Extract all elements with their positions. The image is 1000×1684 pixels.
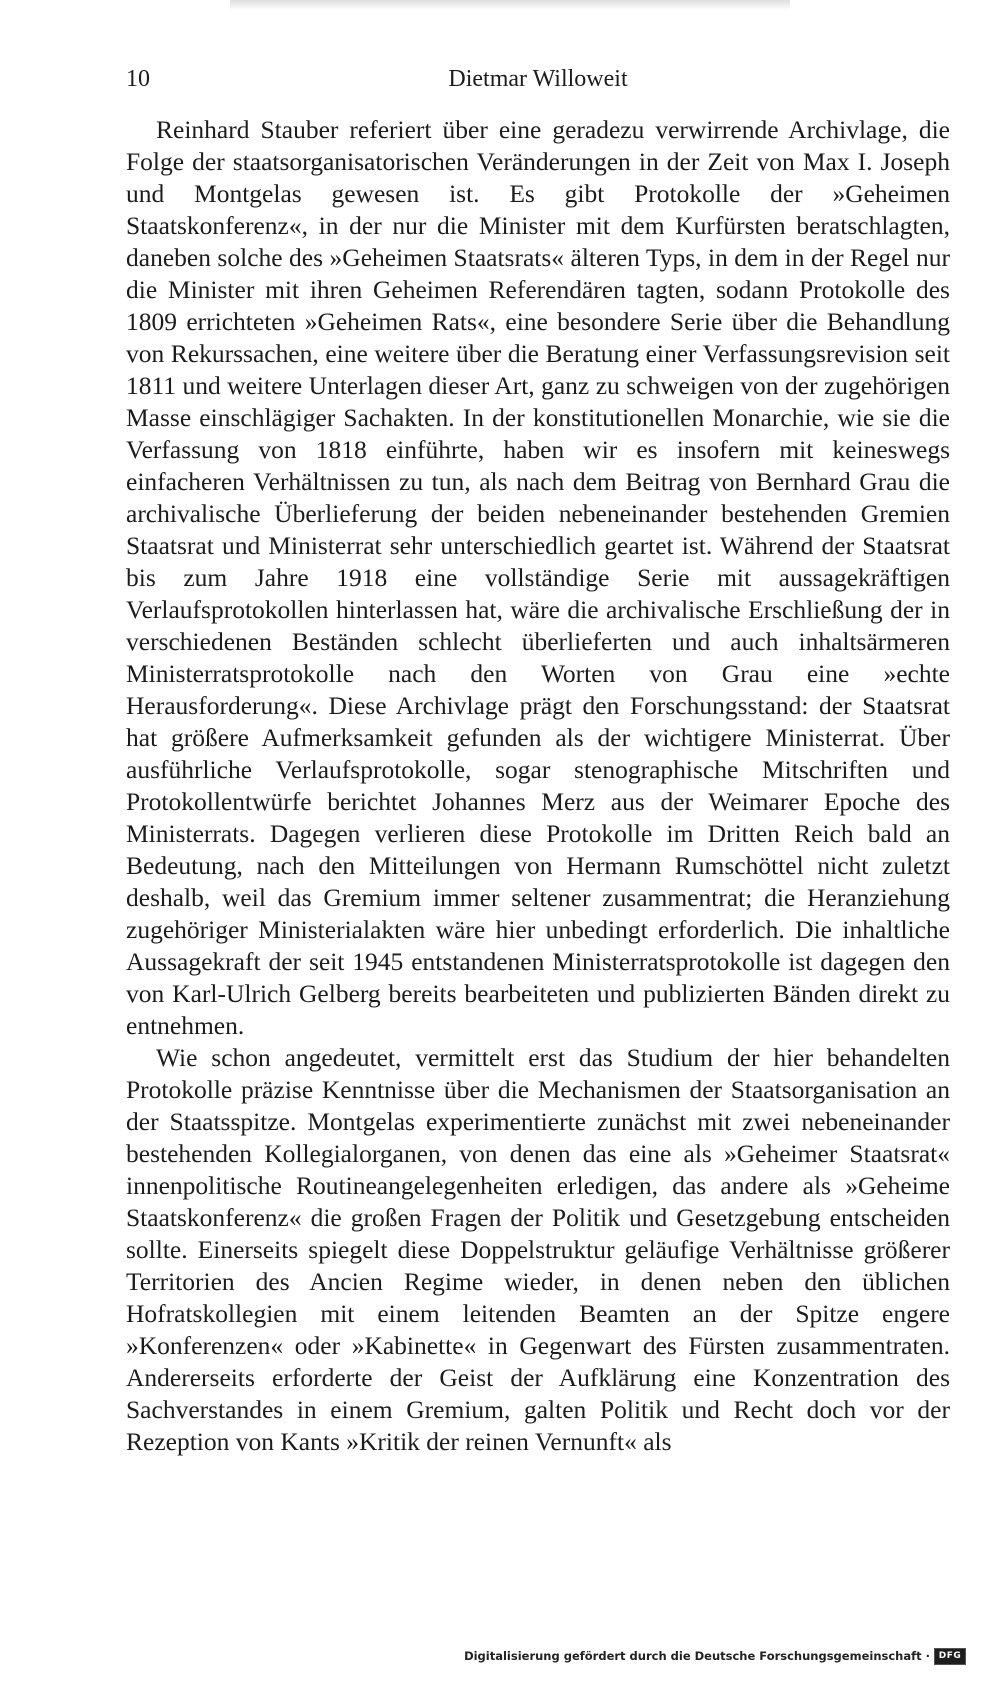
- digitization-note: Digitalisierung gefördert durch die Deutsche Forschungsgemeinschaft ·: [464, 1649, 930, 1663]
- scan-shadow: [230, 0, 790, 10]
- header-author: Dietmar Willoweit: [448, 66, 628, 92]
- paragraph-2: Wie schon angedeutet, vermittelt erst das Studium der hier behandelten Protokolle präzise Kenntnisse über die Mechanismen der Staatsorganisation an der Staatsspitze. Montgelas experimentierte zunächst mit zwei nebeneinander bestehenden Kollegialorganen, von denen das eine als »Geheimer Staatsrat« innenpolitische Routineangelegenheiten erledigen, das andere als »Geheime Staatskonferenz« die großen Fragen der Politik und Gesetzgebung entscheiden sollte. Einerseits spiegelt diese Doppelstruktur geläufige Verhältnisse größerer Territorien des Ancien Regime wieder, in denen neben den üblichen Hofratskollegien mit einem leitenden Beamten an der Spitze engere »Konferenzen« oder »Kabinette« in Gegenwart des Fürsten zusammentraten. Andererseits erforderte der Geist der Aufklärung eine Konzentration des Sachverstandes in einem Gremium, galten Politik und Recht doch vor der Rezeption von Kants »Kritik der reinen Vernunft« als: [126, 1043, 950, 1456]
- running-head: [126, 62, 950, 96]
- page-number: 10: [126, 66, 150, 92]
- body-text: [126, 114, 950, 1458]
- dfg-logo-icon: DFG: [934, 1648, 966, 1665]
- digitization-footer: [464, 1646, 966, 1666]
- paragraph-1: Reinhard Stauber referiert über eine geradezu verwirrende Archivlage, die Folge der staatsorganisatorischen Veränderungen in der Zeit von Max I. Joseph und Montgelas gewesen ist. Es gibt Protokolle der »Geheimen Staatskonferenz«, in der nur die Minister mit dem Kurfürsten beratschlagten, daneben solche des »Geheimen Staatsrats« älteren Typs, in dem in der Regel nur die Minister mit ihren Geheimen Referendären tagten, sodann Protokolle des 1809 errichteten »Geheimen Rats«, eine besondere Serie über die Behandlung von Rekurssachen, eine weitere über die Beratung einer Verfassungsrevision seit 1811 und weitere Unterlagen dieser Art, ganz zu schweigen von der zugehörigen Masse einschlägiger Sachakten. In der konstitutionellen Monarchie, wie sie die Verfassung von 1818 einführte, haben wir es insofern mit keineswegs einfacheren Verhältnissen zu tun, als nach dem Beitrag von Bernhard Grau die archivalische Überlieferung der beiden nebeneinander bestehenden Gremien Staatsrat und Ministerrat sehr unterschiedlich geartet ist. Während der Staatsrat bis zum Jahre 1918 eine vollständige Serie mit aussagekräftigen Verlaufsprotokollen hinterlassen hat, wäre die archivalische Erschließung der in verschiedenen Beständen schlecht überlieferten und auch inhaltsärmeren Ministerratsprotokolle nach den Worten von Grau eine »echte Herausforderung«. Diese Archivlage prägt den Forschungsstand: der Staatsrat hat größere Aufmerksamkeit gefunden als der wichtigere Ministerrat. Über ausführliche Verlaufsprotokolle, sogar stenographische Mitschriften und Protokollentwürfe berichtet Johannes Merz aus der Weimarer Epoche des Ministerrats. Dagegen verlieren diese Protokolle im Dritten Reich bald an Bedeutung, nach den Mitteilungen von Hermann Rumschöttel nicht zuletzt deshalb, weil das Gremium immer seltener zusammentrat; die Heranziehung zugehöriger Ministerialakten wäre hier unbedingt erforderlich. Die inhaltliche Aussagekraft der seit 1945 entstandenen Ministerratsprotokolle ist dagegen den von Karl-Ulrich Gelberg bereits bearbeiteten und publizierten Bänden direkt zu entnehmen.: [126, 115, 950, 1040]
